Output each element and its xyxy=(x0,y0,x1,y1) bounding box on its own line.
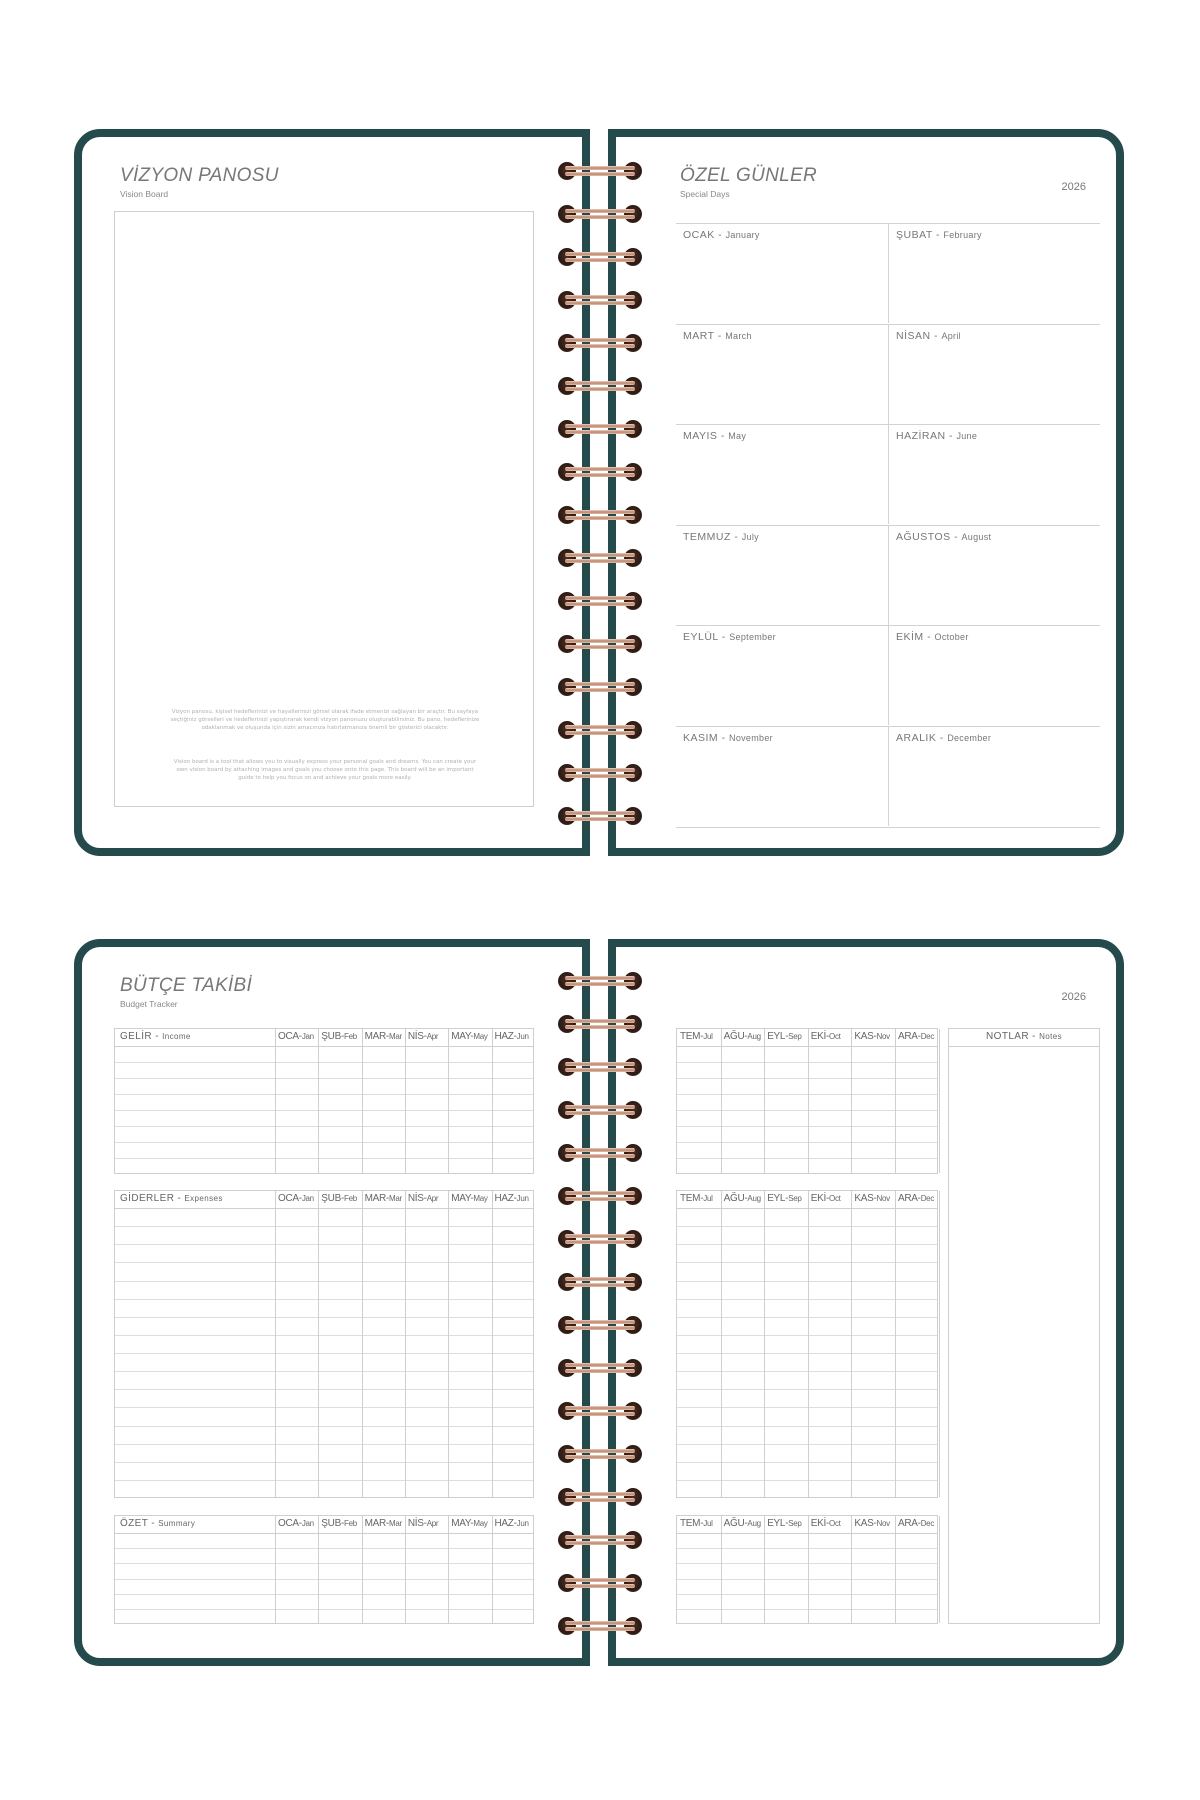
month-header-may: MAY-May xyxy=(451,1518,488,1529)
spiral-ring xyxy=(558,1144,642,1162)
vision-description-en: Vision board is a tool that allows you to visually express your personal goals and dreams. You can create your own vision board by attaching images and goals you choose onto this page. This board will be an important guide to help you focus on and achieve your goals more easily. xyxy=(173,759,477,781)
month-header-jan: OCA-Jan xyxy=(278,1031,314,1042)
notes-box[interactable] xyxy=(948,1028,1100,1624)
special-days-cell-september[interactable] xyxy=(676,625,888,725)
special-days-cell-october[interactable] xyxy=(888,625,1100,725)
special-days-cell-february[interactable] xyxy=(888,223,1100,323)
month-header-jun: HAZ-Jun xyxy=(494,1031,529,1042)
special-days-cell-august[interactable] xyxy=(888,525,1100,625)
special-days-cell-january[interactable] xyxy=(676,223,888,323)
month-label: MART - March xyxy=(683,329,752,342)
year-label: 2026 xyxy=(1061,991,1086,1003)
month-header-sep: EYL-Sep xyxy=(767,1193,802,1204)
page-subtitle: Vision Board xyxy=(120,189,169,199)
spiral-ring xyxy=(558,1531,642,1549)
month-header-jul: TEM-Jul xyxy=(680,1031,713,1042)
spiral-ring xyxy=(558,420,642,438)
table-row[interactable] xyxy=(115,1299,533,1300)
page-subtitle: Budget Tracker xyxy=(120,999,178,1009)
table-row[interactable] xyxy=(115,1262,533,1263)
month-header-nov: KAS-Nov xyxy=(854,1193,890,1204)
income-table-h2 xyxy=(676,1028,938,1174)
spiral-ring xyxy=(558,291,642,309)
month-label: EYLÜL - September xyxy=(683,631,776,643)
table-row[interactable] xyxy=(115,1281,533,1282)
expenses-table-h2 xyxy=(676,1190,938,1498)
table-row[interactable] xyxy=(115,1126,533,1127)
table-row[interactable] xyxy=(115,1226,533,1227)
spiral-ring xyxy=(558,1574,642,1592)
table-row[interactable] xyxy=(115,1110,533,1111)
budget-tracker-page-left xyxy=(74,939,590,1666)
month-header-nov: KAS-Nov xyxy=(854,1031,890,1042)
month-label: ŞUBAT - February xyxy=(896,229,982,241)
special-days-cell-july[interactable] xyxy=(676,525,888,625)
table-row[interactable] xyxy=(115,1062,533,1063)
spiral-ring xyxy=(558,1015,642,1033)
spiral-ring xyxy=(558,1187,642,1205)
month-header-may: MAY-May xyxy=(451,1031,488,1042)
month-label: TEMMUZ - July xyxy=(683,530,759,543)
month-header-dec: ARA-Dec xyxy=(898,1193,935,1204)
special-days-cell-april[interactable] xyxy=(888,324,1100,424)
table-row[interactable] xyxy=(115,1563,533,1564)
month-label: MAYIS - May xyxy=(683,430,747,442)
month-header-oct: EKİ-Oct xyxy=(810,1518,841,1529)
table-row[interactable] xyxy=(115,1317,533,1318)
table-row[interactable] xyxy=(115,1609,533,1610)
page-title: BÜTÇE TAKİBİ xyxy=(120,975,253,996)
month-header-may: MAY-May xyxy=(451,1193,488,1204)
special-days-cell-march[interactable] xyxy=(676,324,888,424)
month-header-mar: MAR-Mar xyxy=(364,1518,402,1529)
spiral-ring xyxy=(558,205,642,223)
table-row[interactable] xyxy=(115,1426,533,1427)
month-header-apr: NİS-Apr xyxy=(407,1518,439,1529)
expenses-table xyxy=(114,1190,534,1498)
month-label: EKİM - October xyxy=(896,631,969,643)
table-row[interactable] xyxy=(115,1444,533,1445)
month-header-dec: ARA-Dec xyxy=(898,1031,935,1042)
notes-title: NOTLAR - Notes xyxy=(986,1031,1062,1042)
month-label: OCAK - January xyxy=(683,229,760,241)
month-header-dec: ARA-Dec xyxy=(898,1518,935,1529)
spiral-ring xyxy=(558,1101,642,1119)
table-row[interactable] xyxy=(115,1094,533,1095)
table-title: ÖZET - Summary xyxy=(120,1518,196,1529)
spiral-ring xyxy=(558,162,642,180)
month-label: KASIM - November xyxy=(683,731,773,744)
vision-board-area[interactable] xyxy=(114,211,534,807)
month-label: AĞUSTOS - August xyxy=(896,530,992,543)
spiral-ring xyxy=(558,972,642,990)
month-header-feb: ŞUB-Feb xyxy=(321,1193,357,1204)
spiral-ring xyxy=(558,721,642,739)
special-days-cell-may[interactable] xyxy=(676,424,888,524)
spiral-ring xyxy=(558,1230,642,1248)
page-title: ÖZEL GÜNLER xyxy=(680,165,818,186)
spiral-ring xyxy=(558,1359,642,1377)
month-label: ARALIK - December xyxy=(896,731,992,744)
vision-description-tr: Vizyon panosu, kişisel hedeflerinizi ve hayallerinizi görsel olarak ifade etmenizi sağlayan bir araçtır. Bu sayfaya seçtiğiniz görselleri ve hedeflerinizi yapıştırarak kendi vizyon panonuzu oluşturabilirsiniz. Bu pano, hedeflerinize odaklanmak ve oluşunda için sizin amacınıza hatırlatmanıza önemli bir gösterici olacaktır. xyxy=(170,709,480,731)
month-header-jul: TEM-Jul xyxy=(680,1518,713,1529)
month-header-sep: EYL-Sep xyxy=(767,1518,802,1529)
table-row[interactable] xyxy=(115,1594,533,1595)
spiral-ring xyxy=(558,1316,642,1334)
spiral-ring xyxy=(558,1273,642,1291)
month-header-apr: NİS-Apr xyxy=(407,1193,439,1204)
month-header-mar: MAR-Mar xyxy=(364,1193,402,1204)
table-row[interactable] xyxy=(115,1335,533,1336)
spiral-ring xyxy=(558,635,642,653)
spiral-ring xyxy=(558,678,642,696)
spiral-ring xyxy=(558,1445,642,1463)
table-row[interactable] xyxy=(115,1389,533,1390)
vision-board-page xyxy=(74,129,590,856)
table-row[interactable] xyxy=(115,1480,533,1481)
table-row[interactable] xyxy=(115,1158,533,1159)
month-header-apr: NİS-Apr xyxy=(407,1031,439,1042)
special-days-cell-june[interactable] xyxy=(888,424,1100,524)
summary-table xyxy=(114,1515,534,1624)
month-header-oct: EKİ-Oct xyxy=(810,1193,841,1204)
bottom-spread xyxy=(0,810,1200,1710)
budget-tracker-page-right xyxy=(608,939,1124,1666)
spiral-ring xyxy=(558,549,642,567)
month-header-oct: EKİ-Oct xyxy=(810,1031,841,1042)
spiral-ring xyxy=(558,592,642,610)
table-row[interactable] xyxy=(115,1407,533,1408)
spiral-ring xyxy=(558,1058,642,1076)
table-row[interactable] xyxy=(115,1142,533,1143)
spiral-ring xyxy=(558,764,642,782)
month-header-jul: TEM-Jul xyxy=(680,1193,713,1204)
table-row[interactable] xyxy=(115,1462,533,1463)
special-days-grid xyxy=(676,223,1100,827)
month-label: HAZİRAN - June xyxy=(896,430,978,442)
spiral-ring xyxy=(558,377,642,395)
table-row[interactable] xyxy=(115,1579,533,1580)
table-row[interactable] xyxy=(115,1548,533,1549)
page-subtitle: Special Days xyxy=(680,189,730,199)
month-header-feb: ŞUB-Feb xyxy=(321,1518,357,1529)
spiral-ring xyxy=(558,1402,642,1420)
month-header-aug: AĞU-Aug xyxy=(723,1031,761,1042)
month-header-aug: AĞU-Aug xyxy=(723,1518,761,1529)
income-table xyxy=(114,1028,534,1174)
spiral-ring xyxy=(558,1488,642,1506)
month-header-sep: EYL-Sep xyxy=(767,1031,802,1042)
month-header-feb: ŞUB-Feb xyxy=(321,1031,357,1042)
month-header-aug: AĞU-Aug xyxy=(723,1193,761,1204)
month-header-jun: HAZ-Jun xyxy=(494,1193,529,1204)
month-header-jan: OCA-Jan xyxy=(278,1193,314,1204)
table-row[interactable] xyxy=(115,1244,533,1245)
spiral-ring xyxy=(558,463,642,481)
month-header-nov: KAS-Nov xyxy=(854,1518,890,1529)
spiral-ring xyxy=(558,248,642,266)
table-row[interactable] xyxy=(115,1371,533,1372)
month-header-jan: OCA-Jan xyxy=(278,1518,314,1529)
table-row[interactable] xyxy=(115,1353,533,1354)
year-label: 2026 xyxy=(1061,181,1086,193)
special-days-page xyxy=(608,129,1124,856)
table-row[interactable] xyxy=(115,1078,533,1079)
table-title: GELİR - Income xyxy=(120,1031,191,1042)
page-title: VİZYON PANOSU xyxy=(120,165,279,186)
table-title: GİDERLER - Expenses xyxy=(120,1193,223,1204)
spiral-ring xyxy=(558,506,642,524)
month-header-jun: HAZ-Jun xyxy=(494,1518,529,1529)
month-label: NİSAN - April xyxy=(896,329,961,342)
month-header-mar: MAR-Mar xyxy=(364,1031,402,1042)
spiral-ring xyxy=(558,1617,642,1635)
spiral-ring xyxy=(558,334,642,352)
summary-table-h2 xyxy=(676,1515,938,1624)
